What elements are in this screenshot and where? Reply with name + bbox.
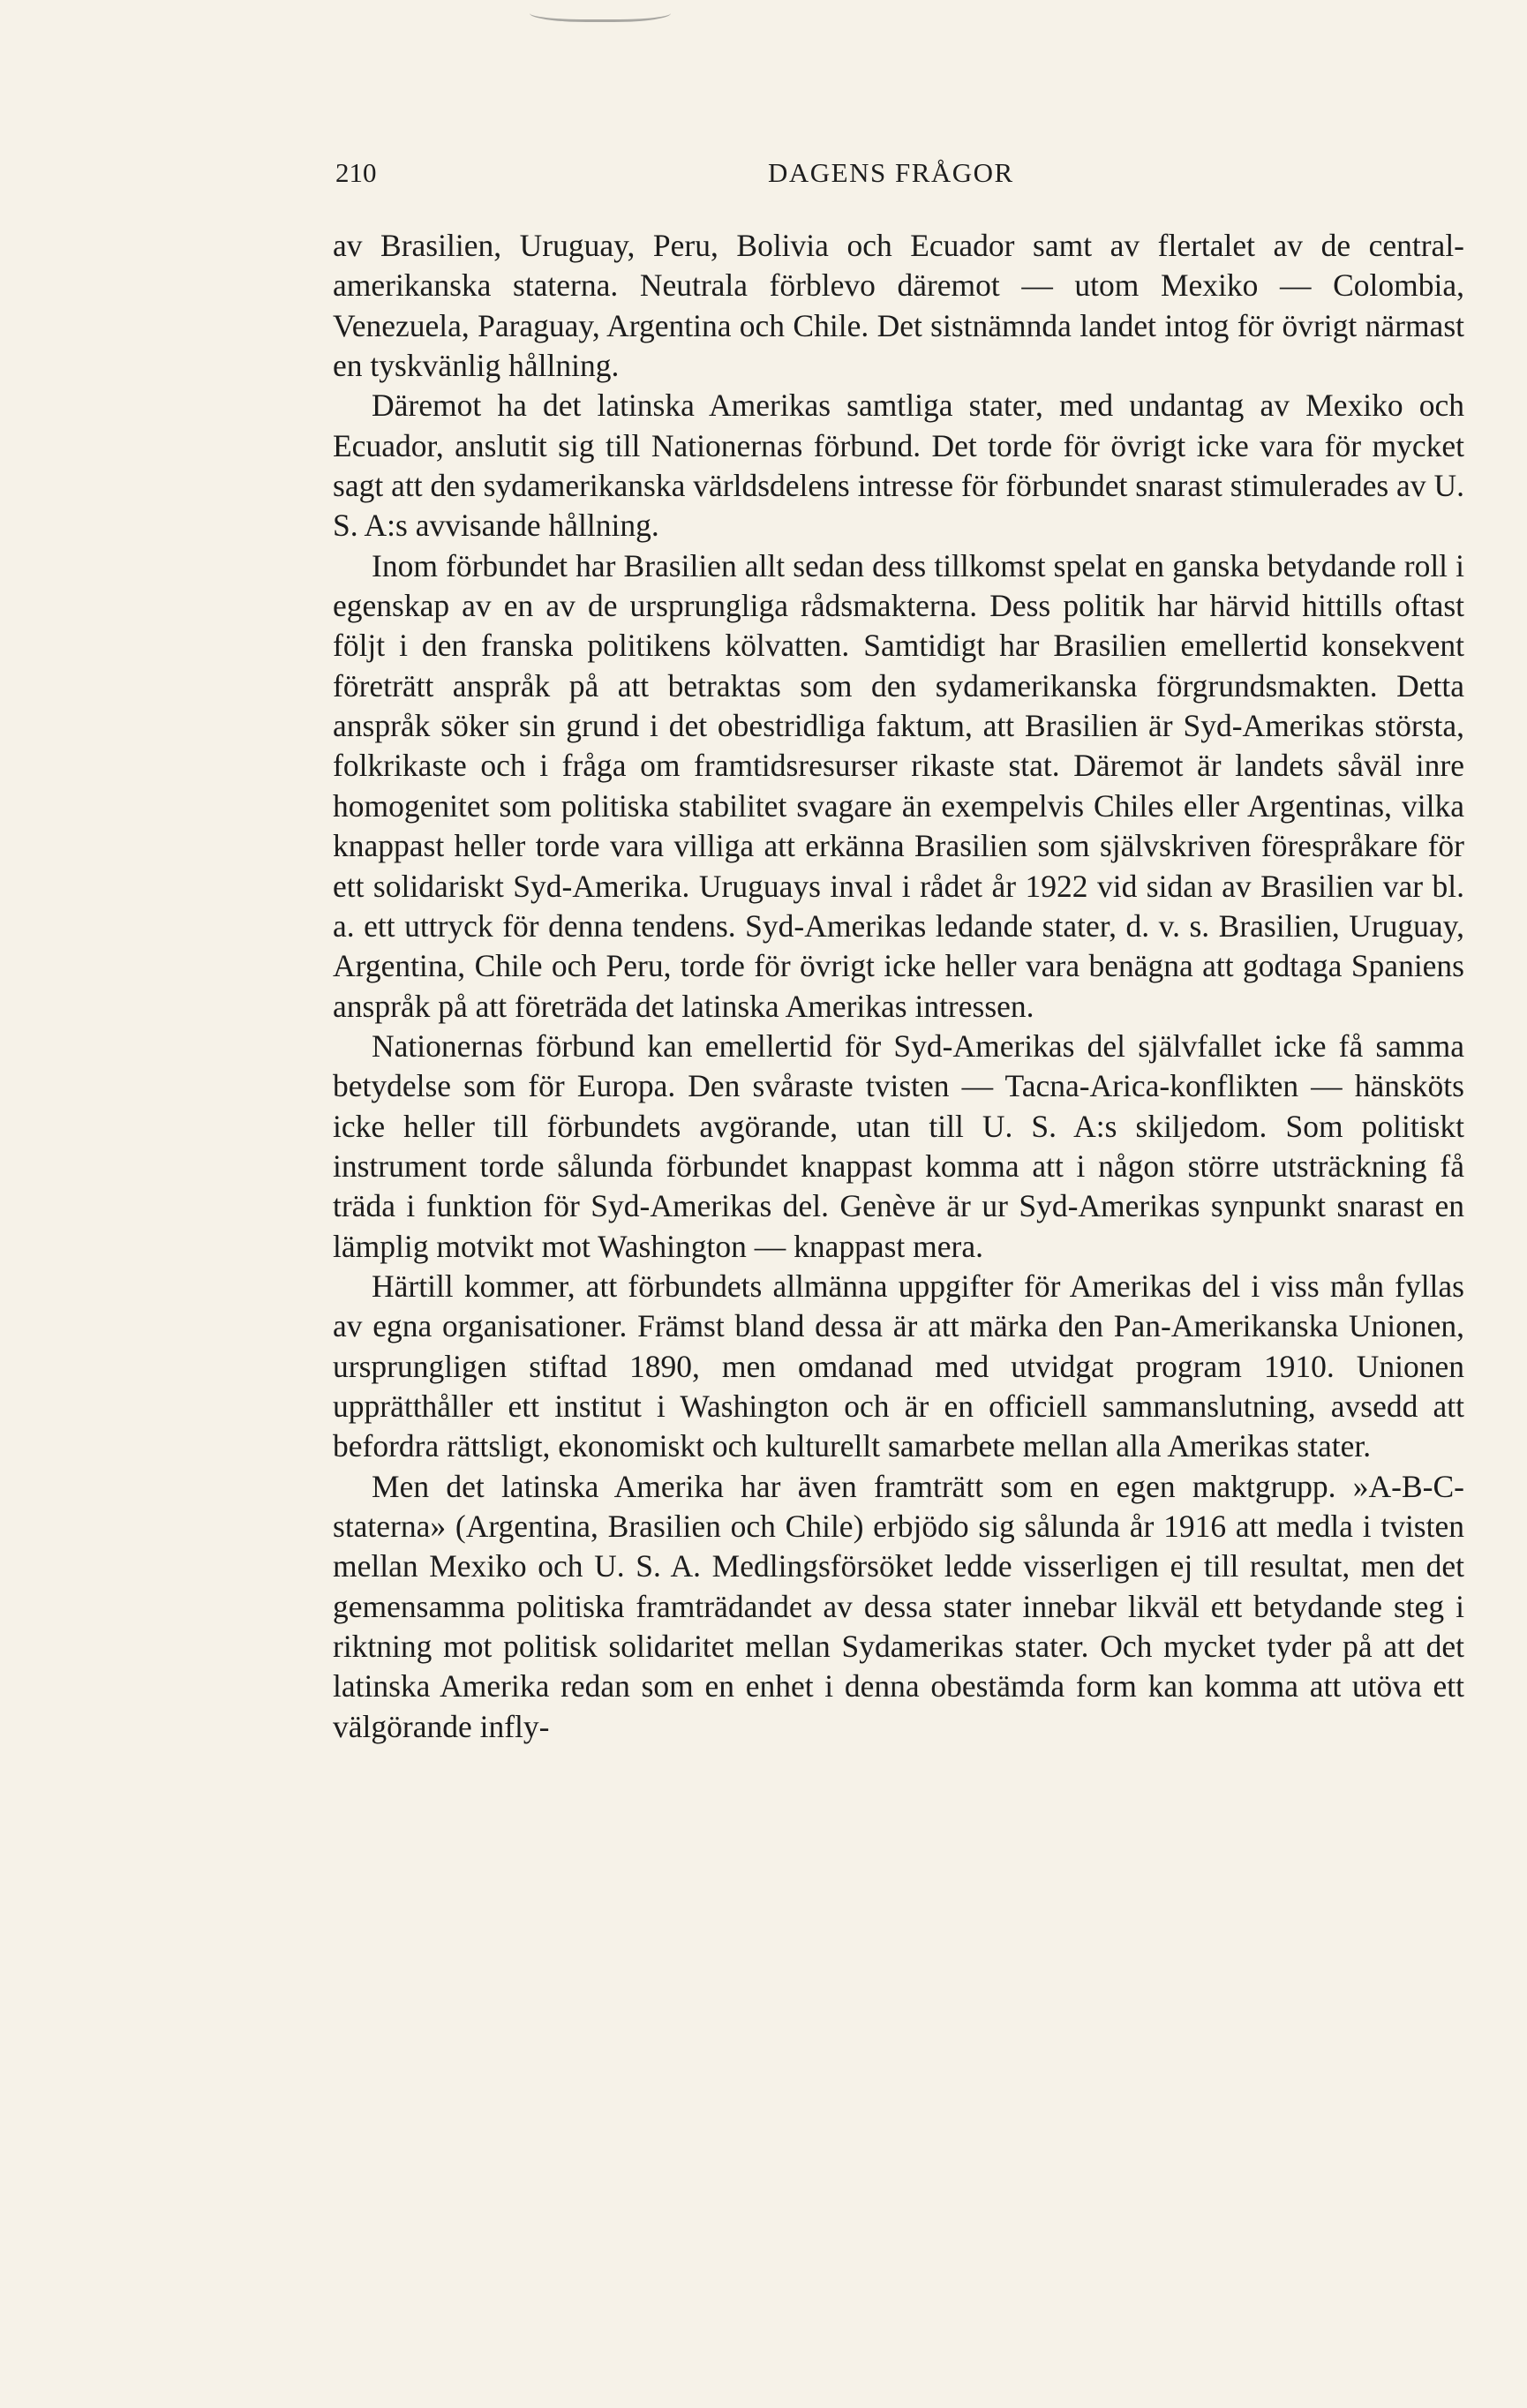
running-title: DAGENS FRÅGOR <box>768 157 1014 188</box>
page-number: 210 <box>335 157 377 188</box>
paragraph-4: Nationernas förbund kan emellertid för Syd-Amerikas del självfallet icke få samma betydelse som för Europa. Den svåraste tvisten — Tacna-Arica-konflikten — hänsköts icke heller till förbundets avgörande, utan till U. S. A:s skiljedom. Som politiskt instrument torde sålunda förbundet knappast komma att i någon större utsträckning få träda i funktion för Syd-Amerikas del. Genève är ur Syd-Amerikas synpunkt snarast en lämplig motvikt mot Washington — knappast mera. <box>333 1027 1464 1264</box>
body-text <box>333 226 1464 1747</box>
paragraph-5: Härtill kommer, att förbundets allmänna uppgifter för Amerikas del i viss mån fyllas av egna organisationer. Främst bland dessa är att märka den Pan-Amerikanska Unionen, ursprungligen stiftad 1890, men omdanad med utvidgat program 1910. Unionen upprätthåller ett institut i Washington och är en officiell sammanslutning, avsedd att befordra rättsligt, ekonomiskt och kulturellt samarbete mellan alla Amerikas stater. <box>333 1268 1464 1464</box>
running-head <box>335 157 1465 201</box>
paragraph-2: Däremot ha det latinska Amerikas samtliga stater, med undantag av Mexiko och Ecuador, anslutit sig till Nationernas förbund. Det torde för övrigt icke vara för mycket sagt att den sydamerikanska världsdelens intresse för förbundet snarast stimulerades av U. S. A:s avvisande hållning. <box>333 388 1464 544</box>
binding-mark <box>530 0 671 22</box>
paragraph-6: Men det latinska Amerika har även framträtt som en egen maktgrupp. »A-B-C-staterna» (Argentina, Brasilien och Chile) erbjödo sig sålunda år 1916 att medla i tvisten mellan Mexiko och U. S. A. Medlingsförsöket ledde visserligen ej till resultat, men det gemensamma politiska framträdandet av dessa stater innebar likväl ett betydande steg i riktning mot politisk solidaritet mellan Sydamerikas stater. Och mycket tyder på att det latinska Amerika redan som en enhet i denna obestämda form kan komma att utöva ett välgörande infly- <box>333 1468 1464 1744</box>
paragraph-3: Inom förbundet har Brasilien allt sedan dess tillkomst spelat en ganska betydande roll i egenskap av en av de ursprungliga rådsmakterna. Dess politik har härvid hittills oftast följt i den franska politikens kölvatten. Samtidigt har Brasilien emellertid konsekvent företrätt anspråk på att betraktas som den sydamerikanska förgrundsmakten. Detta anspråk söker sin grund i det obestridliga faktum, att Brasilien är Syd-Amerikas största, folkrikaste och i fråga om framtidsresurser rikaste stat. Däremot är landets såväl inre homogenitet som politiska stabilitet svagare än exempelvis Chiles eller Argentinas, vilka knappast heller torde vara villiga att erkänna Brasilien som självskriven förespråkare för ett solidariskt Syd-Amerika. Uruguays inval i rådet år 1922 vid sidan av Brasilien var bl. a. ett uttryck för denna tendens. Syd-Amerikas ledande stater, d. v. s. Brasilien, Uruguay, Argentina, Chile och Peru, torde för övrigt icke heller vara benägna att godtaga Spaniens anspråk på att företräda det latinska Amerikas intressen. <box>333 547 1464 1024</box>
paragraph-1: av Brasilien, Uruguay, Peru, Bolivia och Ecuador samt av flertalet av de central-amerikanska staterna. Neutrala förblevo däremot — utom Mexiko — Colombia, Venezuela, Paraguay, Argentina och Chile. Det sistnämnda landet intog för övrigt närmast en tyskvänlig hållning. <box>333 228 1464 384</box>
